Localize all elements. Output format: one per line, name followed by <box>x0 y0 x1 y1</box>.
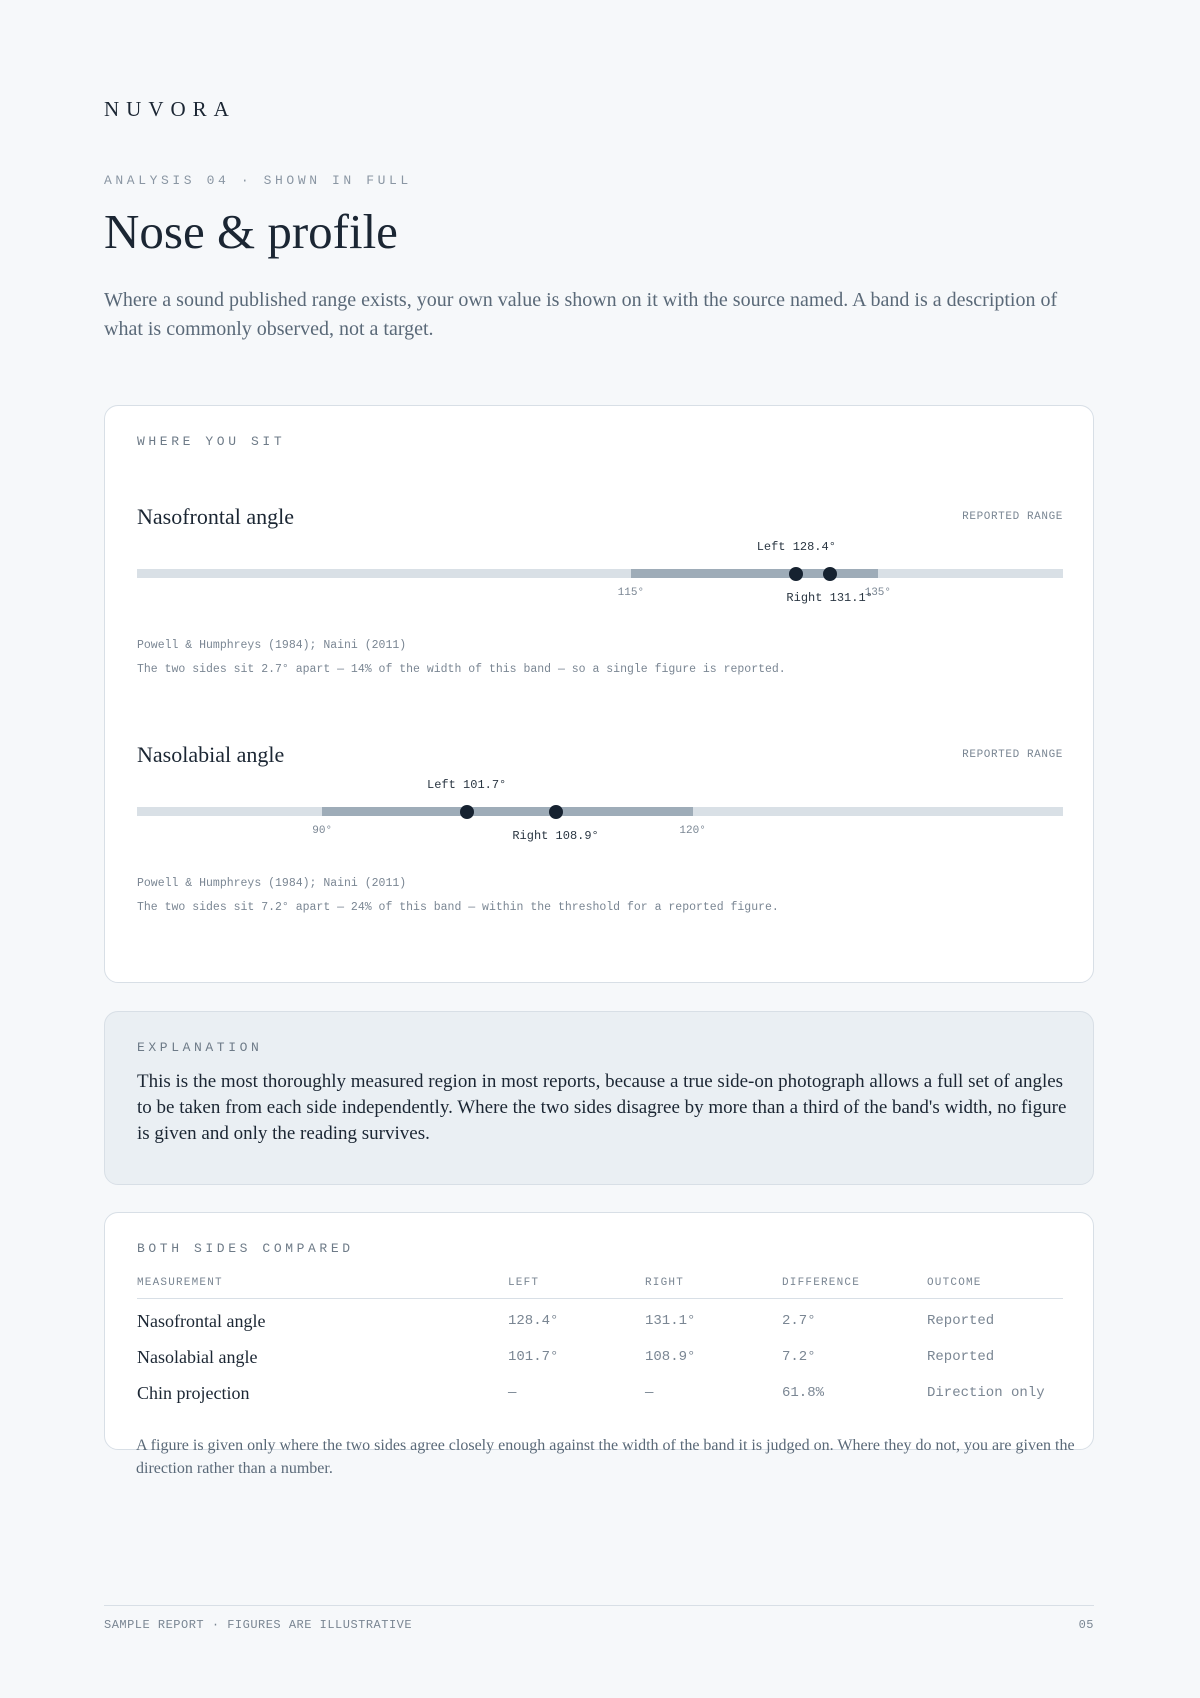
left-marker <box>460 805 474 819</box>
report-page <box>104 0 1096 1698</box>
measurement-cell: Nasofrontal angle <box>137 1310 266 1331</box>
measurement-cell: Chin projection <box>137 1382 250 1403</box>
brand-wordmark: NUVORA <box>104 97 236 121</box>
outcome-cell: Reported <box>927 1349 995 1365</box>
metric-name: Nasofrontal angle <box>137 504 294 529</box>
band-high-tick: 135° <box>864 587 891 599</box>
measurement-cell: Nasolabial angle <box>137 1346 258 1367</box>
footer-disclaimer: SAMPLE REPORT · FIGURES ARE ILLUSTRATIVE <box>104 1618 413 1632</box>
where-you-sit-card <box>104 405 1094 983</box>
card-label: BOTH SIDES COMPARED <box>137 1241 354 1256</box>
outcome-cell: Reported <box>927 1313 995 1329</box>
right-value-label: Right 131.1° <box>786 591 873 605</box>
column-header: OUTCOME <box>927 1277 1063 1299</box>
right-cell: 131.1° <box>645 1313 696 1329</box>
page-number: 05 <box>1078 1618 1094 1632</box>
explanation-card <box>104 1011 1094 1185</box>
both-sides-card <box>104 1212 1094 1450</box>
asymmetry-note: The two sides sit 7.2° apart — 24% of this band — within the threshold for a reported figure. <box>137 901 779 914</box>
intro-paragraph: Where a sound published range exists, your own value is shown on it with the source named. A band is a description of what is commonly observed, not a target. <box>104 289 1058 340</box>
column-header: LEFT <box>508 1277 645 1299</box>
table-row <box>137 1375 1063 1411</box>
left-value-label: Left 128.4° <box>756 540 836 554</box>
right-cell: 108.9° <box>645 1349 696 1365</box>
metric-nasofrontal <box>137 503 1063 693</box>
page-title: Nose & profile <box>104 204 398 259</box>
metric-nasolabial <box>137 741 1063 931</box>
difference-cell: 2.7° <box>782 1313 816 1329</box>
comparison-table <box>137 1277 1063 1411</box>
left-cell: — <box>508 1385 517 1401</box>
difference-cell: 61.8% <box>782 1385 825 1401</box>
card-label: WHERE YOU SIT <box>137 434 286 449</box>
column-header: DIFFERENCE <box>782 1277 927 1299</box>
left-marker <box>789 567 803 581</box>
column-header: MEASUREMENT <box>137 1277 508 1299</box>
reported-band <box>631 569 878 578</box>
left-cell: 128.4° <box>508 1313 559 1329</box>
metric-name: Nasolabial angle <box>137 742 285 767</box>
right-marker <box>823 567 837 581</box>
band-low-tick: 115° <box>617 587 645 599</box>
source-citation: Powell & Humphreys (1984); Naini (2011) <box>137 639 407 652</box>
source-citation: Powell & Humphreys (1984); Naini (2011) <box>137 877 407 890</box>
column-header: RIGHT <box>645 1277 782 1299</box>
right-marker <box>549 805 563 819</box>
right-cell: — <box>645 1385 654 1401</box>
table-row <box>137 1339 1063 1375</box>
footer-divider <box>104 1605 1094 1606</box>
range-track <box>137 807 1063 816</box>
table-header-row <box>137 1277 1063 1299</box>
section-kicker: ANALYSIS 04 · SHOWN IN FULL <box>104 173 412 188</box>
card-label: EXPLANATION <box>137 1040 263 1055</box>
table-footnote: A figure is given only where the two sides agree closely enough against the width of the band it is judged on. Where they do not, you are given the direction rather than a number. <box>136 1437 1075 1477</box>
right-value-label: Right 108.9° <box>512 829 599 843</box>
band-high-tick: 120° <box>679 825 706 837</box>
explanation-text: This is the most thoroughly measured region in most reports, because a true side-on photograph allows a full set of angles to be taken from each side independently. Where the two sides disagree by more than a third of the band's width, no figure is given and only the reading survives. <box>137 1071 1067 1144</box>
asymmetry-note: The two sides sit 2.7° apart — 14% of the width of this band — so a single figure is reported. <box>137 663 786 676</box>
range-label: REPORTED RANGE <box>962 511 1063 523</box>
table-row <box>137 1299 1063 1340</box>
difference-cell: 7.2° <box>782 1349 816 1365</box>
range-label: REPORTED RANGE <box>962 749 1063 761</box>
band-low-tick: 90° <box>312 825 333 837</box>
left-value-label: Left 101.7° <box>427 778 507 792</box>
range-track <box>137 569 1063 578</box>
outcome-cell: Direction only <box>927 1385 1045 1401</box>
left-cell: 101.7° <box>508 1349 559 1365</box>
reported-band <box>322 807 692 816</box>
